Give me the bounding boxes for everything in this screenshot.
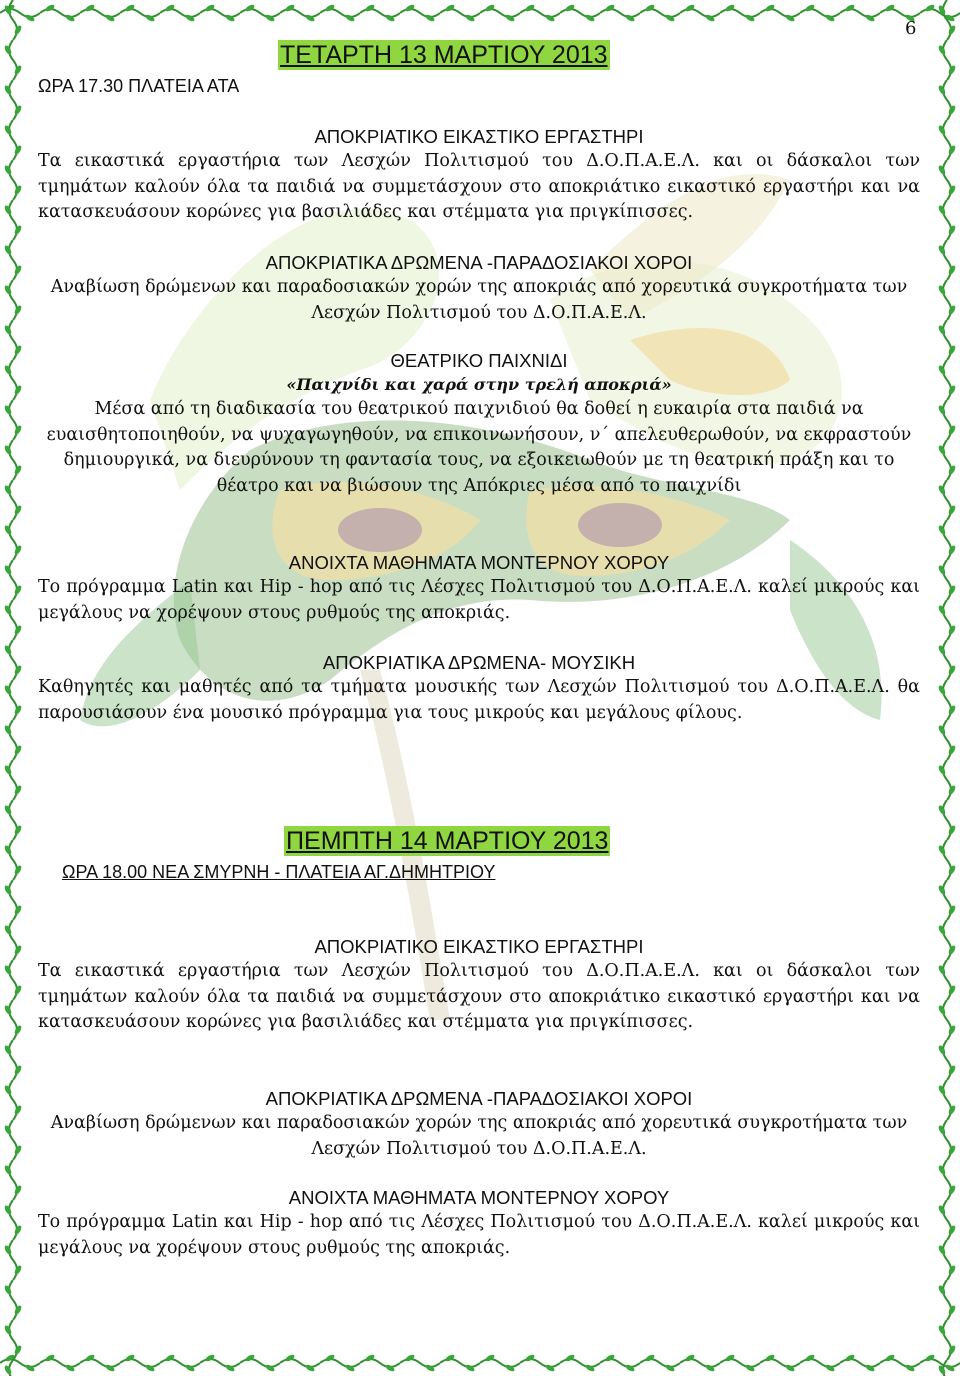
section-text: Αναβίωση δρώμενων και παραδοσιακών χορών της αποκριάς από χορευτικά συγκροτήματα των Λεσχών Πολιτισμού του Δ.Ο.Π.Α.Ε.Λ.: [50, 1113, 908, 1159]
section-text: Τα εικαστικά εργαστήρια των Λεσχών Πολιτισμού του Δ.Ο.Π.Α.Ε.Λ. και οι δάσκαλοι των τμημάτων καλούν όλα τα παιδιά να συμμετάσχουν στο αποκριάτικο εικαστικό εργαστήρι και να κατασκευάσουν κορώνες για βασιλιάδες και στέμματα για πριγκίπισσες.: [38, 961, 920, 1032]
vine-border-bottom: [0, 1350, 960, 1376]
section-text: Αναβίωση δρώμενων και παραδοσιακών χορών της αποκριάς από χορευτικά συγκροτήματα των Λεσχών Πολιτισμού του Δ.Ο.Π.Α.Ε.Λ.: [50, 277, 908, 323]
day2-date-heading: ΠΕΜΠΤΗ 14 ΜΑΡΤΙΟΥ 2013: [286, 827, 609, 855]
day2-section-modern-dance: [38, 1185, 920, 1261]
section-text: Τα εικαστικά εργαστήρια των Λεσχών Πολιτισμού του Δ.Ο.Π.Α.Ε.Λ. και οι δάσκαλοι των τμημάτων καλούν όλα τα παιδιά να συμμετάσχουν στο αποκριάτικο εικαστικό εργαστήρι και να κατασκευάσουν κορώνες για βασιλιάδες και στέμματα για πριγκίπισσες.: [38, 151, 920, 222]
day1-section-music: [38, 650, 920, 726]
section-text: Το πρόγραμμα Latin και Hip - hop από τις Λέσχες Πολιτισμού του Δ.Ο.Π.Α.Ε.Λ. καλεί μικρούς και μεγάλους να χορέψουν στους ρυθμούς της αποκριάς.: [38, 1212, 920, 1258]
page-number: 6: [905, 18, 917, 39]
day2-time-place: ΩΡΑ 18.00 ΝΕΑ ΣΜΥΡΝΗ - ΠΛΑΤΕΙΑ ΑΓ.ΔΗΜΗΤΡΙΟΥ: [62, 862, 496, 882]
vine-border-right: [934, 0, 960, 1376]
section-text: Καθηγητές και μαθητές από τα τμήματα μουσικής των Λεσχών Πολιτισμού του Δ.Ο.Π.Α.Ε.Λ. θα παρουσιάσουν ένα μουσικό πρόγραμμα για τους μικρούς και μεγάλους φίλους.: [38, 677, 920, 723]
section-heading: ΑΝΟΙΧΤΑ ΜΑΘΗΜΑΤΑ ΜΟΝΤΕΡΝΟΥ ΧΟΡΟΥ: [288, 1187, 670, 1208]
section-heading: ΑΠΟΚΡΙΑΤΙΚΟ ΕΙΚΑΣΤΙΚΟ ΕΡΓΑΣΤΗΡΙ: [314, 936, 644, 957]
vine-border-left: [0, 0, 26, 1376]
day1-section-modern-dance: [38, 550, 920, 626]
section-heading: ΑΠΟΚΡΙΑΤΙΚΑ ΔΡΩΜΕΝΑ -ΠΑΡΑΔΟΣΙΑΚΟΙ ΧΟΡΟΙ: [265, 252, 693, 273]
section-heading: ΑΠΟΚΡΙΑΤΙΚΑ ΔΡΩΜΕΝΑ -ΠΑΡΑΔΟΣΙΑΚΟΙ ΧΟΡΟΙ: [265, 1088, 693, 1109]
section-heading: ΑΠΟΚΡΙΑΤΙΚΑ ΔΡΩΜΕΝΑ- ΜΟΥΣΙΚΗ: [322, 652, 636, 673]
section-text: Το πρόγραμμα Latin και Hip - hop από τις Λέσχες Πολιτισμού του Δ.Ο.Π.Α.Ε.Λ. καλεί μικρούς και μεγάλους να χορέψουν στους ρυθμούς της αποκριάς.: [38, 577, 920, 623]
day2-section-art-workshop: [38, 934, 920, 1036]
day1-time-place: ΩΡΑ 17.30 ΠΛΑΤΕΙΑ ΑΤΑ: [38, 76, 240, 96]
section-heading: ΘΕΑΤΡΙΚΟ ΠΑΙΧΝΙΔΙ: [390, 350, 568, 371]
section-subheading: «Παιχνίδι και χαρά στην τρελή αποκριά»: [286, 375, 672, 394]
day1-date-heading: ΤΕΤΑΡΤΗ 13 ΜΑΡΤΙΟΥ 2013: [280, 41, 608, 69]
section-text: Μέσα από τη διαδικασία του θεατρικού παιχνιδιού θα δοθεί η ευκαιρία στα παιδιά να ευαισθητοποιηθούν, να ψυχαγωγηθούν, να επικοινωνήσουν, ν΄ απελευθερωθούν, να εκφραστούν δημιουργικά, να διευρύνουν τη φαντασία τους, να εξοικειωθούν με τη θεατρική πράξη και το θέατρο και να βιώσουν της Απόκριες μέσα από το παιχνίδι: [46, 399, 912, 496]
section-heading: ΑΠΟΚΡΙΑΤΙΚΟ ΕΙΚΑΣΤΙΚΟ ΕΡΓΑΣΤΗΡΙ: [314, 126, 644, 147]
day1-section-theatre-game: [38, 348, 920, 499]
day1-section-art-workshop: [38, 124, 920, 226]
section-heading: ΑΝΟΙΧΤΑ ΜΑΘΗΜΑΤΑ ΜΟΝΤΕΡΝΟΥ ΧΟΡΟΥ: [288, 552, 670, 573]
day2-section-traditional-dances: [38, 1086, 920, 1162]
day1-section-traditional-dances: [38, 250, 920, 326]
